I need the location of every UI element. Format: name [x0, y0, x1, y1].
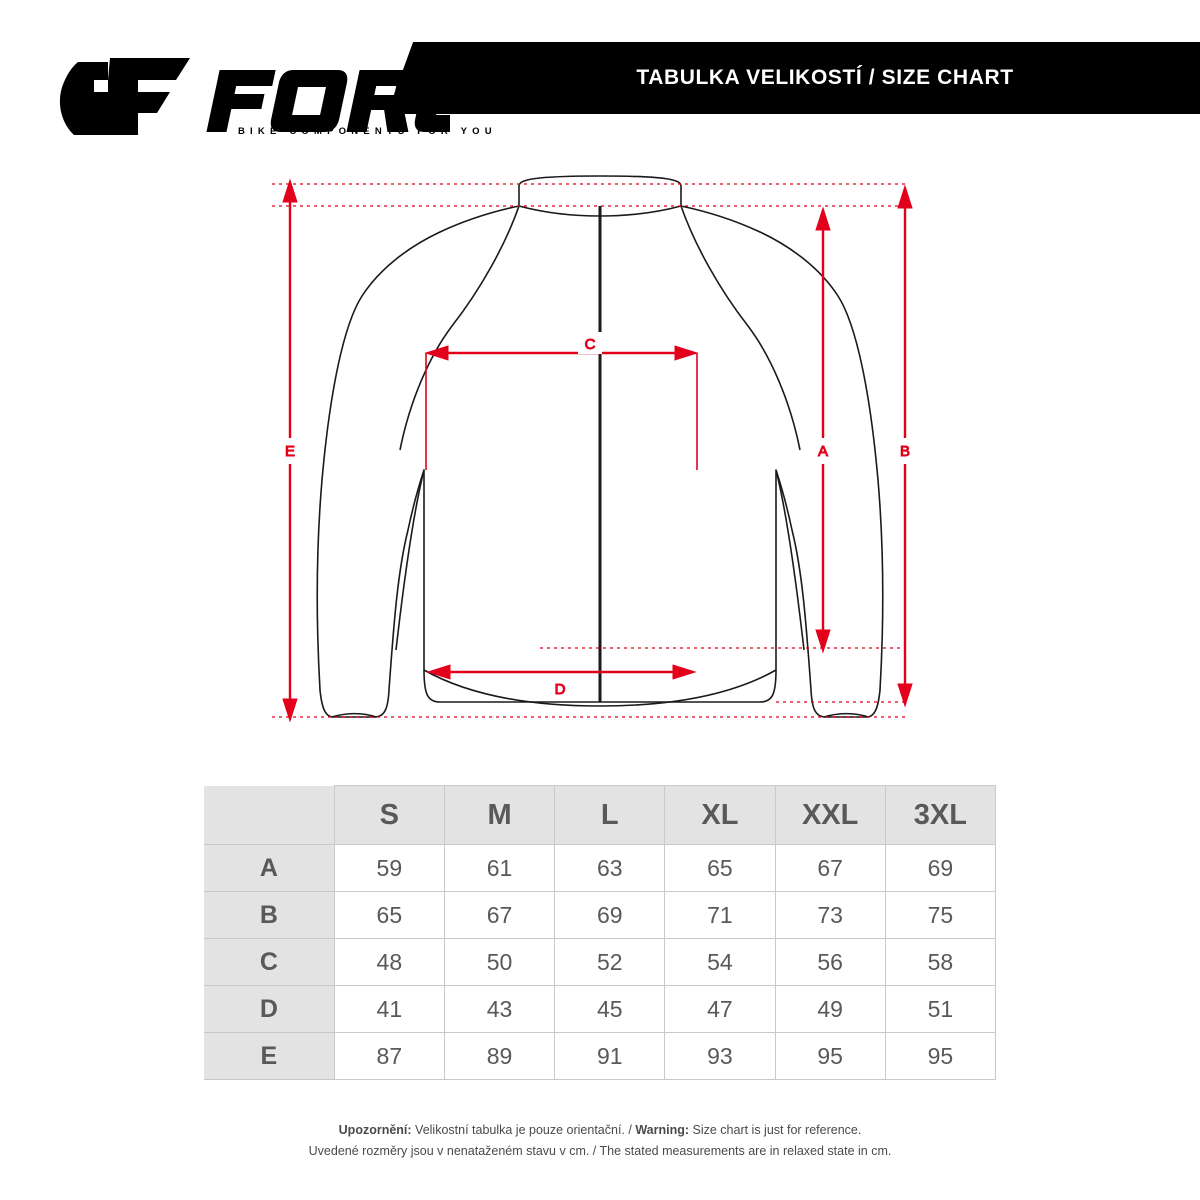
note-warning-en: Warning: — [635, 1123, 690, 1137]
page-header — [0, 42, 1200, 137]
cell-d-l: 45 — [555, 986, 665, 1033]
table-row — [204, 986, 996, 1033]
cell-a-l: 63 — [555, 845, 665, 892]
note-warning-cz-text: Velikostní tabulka je pouze orientační. / — [411, 1123, 636, 1137]
note-warning-en-text: Size chart is just for reference. — [689, 1123, 862, 1137]
note-line-2: Uvedené rozměry jsou v nenataženém stavu v cm. / The stated measurements are in relaxed state in cm. — [308, 1144, 892, 1158]
row-label-e: E — [204, 1033, 334, 1080]
cell-c-s: 48 — [334, 939, 444, 986]
cell-b-xl: 71 — [665, 892, 775, 939]
cell-e-xl: 93 — [665, 1033, 775, 1080]
column-header-l: L — [555, 786, 665, 845]
cell-a-xl: 65 — [665, 845, 775, 892]
cell-c-l: 52 — [555, 939, 665, 986]
jacket-outline — [317, 176, 883, 717]
column-header-3xl: 3XL — [885, 786, 995, 845]
dimension-B — [894, 186, 917, 706]
cell-c-xxl: 56 — [775, 939, 885, 986]
cell-d-3xl: 51 — [885, 986, 995, 1033]
cell-a-m: 61 — [444, 845, 554, 892]
cell-e-l: 91 — [555, 1033, 665, 1080]
logo-tagline: BIKE COMPONENTS FOR YOU — [238, 126, 497, 137]
size-chart-table — [204, 785, 996, 1080]
note-line-1 — [0, 1120, 1200, 1141]
cell-e-m: 89 — [444, 1033, 554, 1080]
cell-d-xl: 47 — [665, 986, 775, 1033]
row-label-c: C — [204, 939, 334, 986]
force-logo — [50, 40, 497, 150]
label-C: C — [584, 336, 596, 353]
dimension-E — [279, 180, 302, 721]
row-label-a: A — [204, 845, 334, 892]
dimension-lines — [272, 180, 917, 721]
column-header-xl: XL — [665, 786, 775, 845]
column-header-s: S — [334, 786, 444, 845]
column-header-m: M — [444, 786, 554, 845]
cell-e-3xl: 95 — [885, 1033, 995, 1080]
cell-e-s: 87 — [334, 1033, 444, 1080]
dimension-A — [812, 208, 835, 652]
footer-notes — [0, 1120, 1200, 1162]
cell-a-xxl: 67 — [775, 845, 885, 892]
row-label-d: D — [204, 986, 334, 1033]
cell-c-xl: 54 — [665, 939, 775, 986]
table-row — [204, 1033, 996, 1080]
table-header-row — [204, 786, 996, 845]
label-A: A — [817, 443, 829, 460]
garment-diagram — [0, 150, 1200, 770]
label-E: E — [284, 443, 296, 460]
row-label-b: B — [204, 892, 334, 939]
cell-b-xxl: 73 — [775, 892, 885, 939]
dimension-C — [426, 332, 697, 470]
column-header-xxl: XXL — [775, 786, 885, 845]
cell-b-3xl: 75 — [885, 892, 995, 939]
label-B: B — [899, 443, 911, 460]
table-row — [204, 939, 996, 986]
cell-d-s: 41 — [334, 986, 444, 1033]
cell-a-3xl: 69 — [885, 845, 995, 892]
cell-d-m: 43 — [444, 986, 554, 1033]
table-corner-cell — [204, 786, 334, 845]
cell-a-s: 59 — [334, 845, 444, 892]
table-row — [204, 845, 996, 892]
table-row — [204, 892, 996, 939]
label-D: D — [554, 681, 566, 698]
cell-d-xxl: 49 — [775, 986, 885, 1033]
cell-e-xxl: 95 — [775, 1033, 885, 1080]
cell-b-l: 69 — [555, 892, 665, 939]
page-title: TABULKA VELIKOSTÍ / SIZE CHART — [636, 66, 1014, 89]
cell-b-m: 67 — [444, 892, 554, 939]
dimension-D — [428, 665, 695, 699]
note-warning-cz: Upozornění: — [338, 1123, 412, 1137]
cell-c-3xl: 58 — [885, 939, 995, 986]
cell-c-m: 50 — [444, 939, 554, 986]
cell-b-s: 65 — [334, 892, 444, 939]
